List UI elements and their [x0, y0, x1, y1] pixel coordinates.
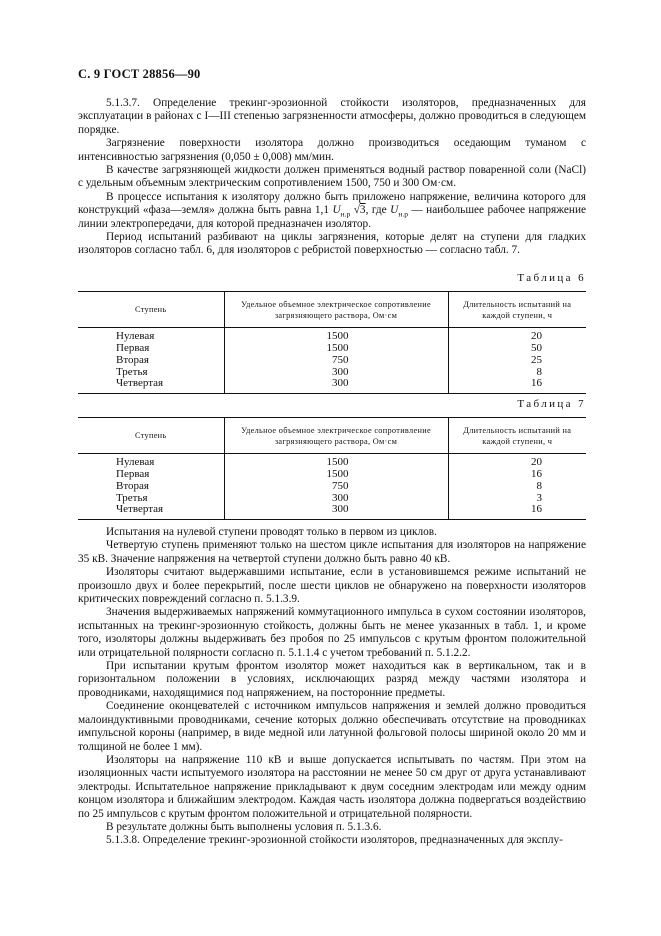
table-row: Третья 300 3 — [78, 493, 586, 505]
voltage-subscript-2: н.р — [398, 209, 408, 219]
paragraph-5-1-3-7: 5.1.3.7. Определение трекинг-эрозионной стойкости изоляторов, предназначенных для эксплуатации в районах с I—III степенью загрязненности атмосферы, должно проводиться в следующем порядке. — [78, 97, 586, 136]
paragraph-liquid: В качестве загрязняющей жидкости должен применяться водный раствор поваренной соли (NaCl) с удельным объемным электрическим сопротивлением 1500, 750 и 300 Ом·см. — [78, 164, 586, 190]
table-row: Вторая 750 8 — [78, 481, 586, 493]
page-header: С. 9 ГОСТ 28856—90 — [78, 67, 201, 81]
paragraph-result: В результате должны быть выполнены условия п. 5.1.3.6. — [106, 820, 382, 833]
table-7-header-duration: Длительность испытаний на каждой ступени, ч — [448, 418, 586, 454]
voltage-text-3: , где — [365, 204, 391, 217]
table-row: Третья 300 8 — [78, 367, 586, 379]
voltage-text-1: В процессе испытания к изолятору должно быть приложено напряжение, величина которого для конструкций «фаза—земля» должна быть равна 1,1 — [78, 190, 586, 217]
table-6-header-stage: Ступень — [78, 292, 224, 328]
table-6 — [78, 291, 586, 394]
table-row: Нулевая 1500 20 — [78, 328, 586, 343]
table-6-header-duration: Длительность испытаний на каждой ступени, ч — [448, 292, 586, 328]
table-row: Первая 1500 16 — [78, 469, 586, 481]
paragraph-period: Период испытаний разбивают на циклы загрязнения, которые делят на ступени для гладких изоляторов согласно табл. 6, для изоляторов с ребристой поверхностью — согласно табл. 7. — [78, 231, 586, 257]
paragraph-parts-testing: Изоляторы на напряжение 110 кВ и выше допускается испытывать по частям. При этом на изоляционных части испытуемого изолятора на расстоянии не менее 50 см друг от друга устанавливают электроды. Испытательное напряжение прикладывают к двум соседним электродам или между одним концом изолятора и ближайшим электродом. Каждая часть изолятора должна подвергаться воздействию по 25 импульсов с крутым фронтом положительной и отрицательной полярности. — [78, 753, 586, 820]
paragraph-pass-criteria: Изоляторы считают выдержавшими испытание, если в установившемся режиме испытаний не произошло двух и более перекрытий, после шести циклов не обнаружено на поверхности изоляторов критических повреждений согласно п. 5.1.3.9. — [78, 566, 586, 606]
table-row: Первая 1500 50 — [78, 343, 586, 355]
paragraph-position: При испытании крутым фронтом изолятор может находиться как в вертикальном, так и в горизонтальном положении в условиях, исключающих разряд между частями изолятора и проводниками, находящимися под напряжением, на посторонние предметы. — [78, 660, 586, 699]
paragraph-switching-impulse: Значения выдерживаемых напряжений коммутационного импульса в сухом состоянии изоляторов, испытанных на трекинг-эрозионную стойкость, должны быть не менее указанных в табл. 1, и кроме того, изоляторы должны выдерживать без пробоя по 25 импульсов с крутым фронтом положительной или отрицательной полярности согласно п. 5.1.1.4 с учетом требований п. 5.1.2.2. — [78, 606, 586, 659]
voltage-symbol-2: U — [390, 204, 399, 217]
table-6-caption: Таблица 6 — [517, 272, 586, 284]
sqrt-value: 3 — [359, 204, 366, 217]
paragraph-5-1-3-8: 5.1.3.8. Определение трекинг-эрозионной стойкости изоляторов, предназначенных для эксплу- — [106, 834, 563, 847]
table-6-header-resistance: Удельное объемное электрическое сопротивление загрязняющего раствора, Ом·см — [224, 292, 448, 328]
paragraph-zero-stage: Испытания на нулевой ступени проводят только в первом из циклов. — [106, 526, 437, 538]
table-row: Вторая 750 25 — [78, 355, 586, 367]
top-text-block — [78, 97, 586, 258]
table-row: Четвертая 300 16 — [78, 378, 586, 393]
paragraph-fourth-stage: Четвертую ступень применяют только на шестом цикле испытания для изоляторов на напряжение 35 кВ. Значение напряжения на четвертой ступени должно быть равно 40 кВ. — [78, 539, 586, 565]
table-7-header-stage: Ступень — [78, 418, 224, 454]
paragraph-pollution: Загрязнение поверхности изолятора должно производиться оседающим туманом с интенсивностью загрязнения (0,050 ± 0,008) мм/мин. — [78, 137, 586, 163]
table-row: Четвертая 300 16 — [78, 504, 586, 519]
voltage-subscript: н.р — [340, 209, 351, 219]
sqrt-icon: √ — [353, 204, 360, 217]
table-7-caption: Таблица 7 — [517, 398, 586, 410]
bottom-text-block — [78, 526, 586, 848]
table-7-block — [78, 398, 586, 532]
table-7-header-resistance: Удельное объемное электрическое сопротивление загрязняющего раствора, Ом·см — [224, 418, 448, 454]
voltage-text-4: — наибольшее рабочее напряжение линии электропередачи, для которой предназначен изолятор. — [78, 204, 587, 230]
paragraph-connection: Соединение оконцевателей с источником импульсов напряжения и землей должно проводиться малоиндуктивными проводниками, сечение которых должно обеспечивать отсутствие на проводниках импульсной короны (например, в виде медной или латунной фольговой полосы шириной около 20 мм и толщиной не более 1 мм). — [78, 700, 586, 753]
voltage-symbol: U — [332, 204, 341, 217]
paragraph-voltage — [78, 191, 586, 231]
table-7 — [78, 417, 586, 520]
table-6-block — [78, 272, 586, 406]
table-row: Нулевая 1500 20 — [78, 454, 586, 469]
